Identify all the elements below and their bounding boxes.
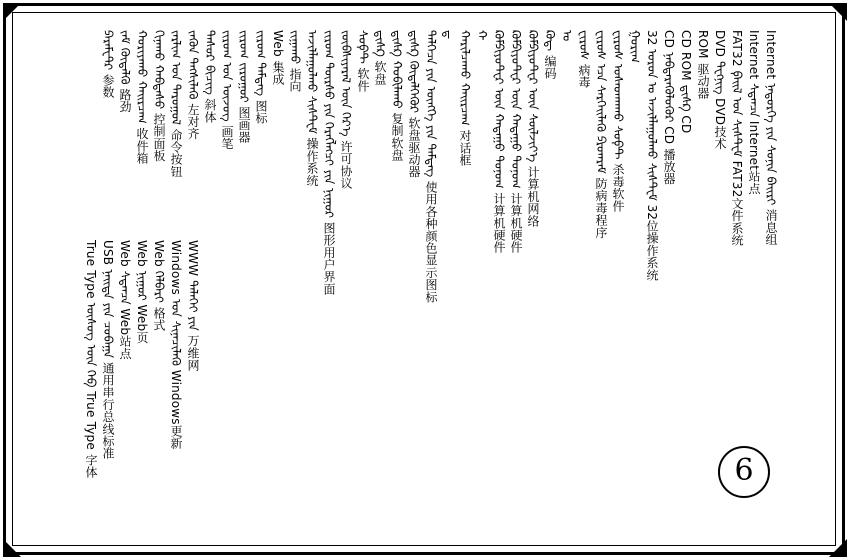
glossary-entry: ᠸᠢᠷᠦᠰ 病毒 — [577, 30, 591, 89]
page-number: 6 — [718, 446, 770, 498]
glossary-entry: ᠵᠢᠷᠤᠭ ᠲᠡᠮᠳᠡᠭ 图标 — [254, 30, 268, 125]
glossary-entry: ᠺᠣᠮᠫᠢᠶᠦᠲ᠋ᠧᠷ ᠦᠨ ᠬᠠᠲᠠᠭᠤ ᠲᠣᠨᠤᠭ 计算机硬件 — [492, 30, 506, 254]
corner-ornament — [829, 539, 847, 557]
glossary-entry: ᠳ᠋ᠢᠰᠺ ᠬᠤᠪᠢᠯᠠᠬᠤ 复制软盘 — [390, 30, 404, 162]
glossary-entry: Windows ᠤᠨ ᠰᠢᠨᠡᠴᠢᠯᠡᠬᠦ Windows更新 — [169, 240, 183, 450]
glossary-entry: ᠬᠢᠨᠠᠬᠤ ᠬᠠᠪᠲᠠᠰᠤ 控制面板 — [152, 30, 166, 162]
glossary-entry: ᠺᠣᠮᠫᠢᠶᠦᠲ᠋ᠧᠷ ᠦᠨ ᠬᠠᠲᠠᠭᠤ ᠲᠣᠨᠤᠭ 计算机硬件 — [509, 30, 523, 254]
glossary-entry: ᠵᠠᠷᠯᠢᠭ ᠤᠨ ᠳᠠᠷᠤᠭᠤᠯ 命令按钮 — [169, 30, 183, 178]
corner-ornament — [3, 539, 21, 557]
glossary-entry: ᠳᠡᠯᠭᠡᠴᠡ ᠶᠢᠨ ᠦᠩᠭᠡ ᠶᠢᠨ ᠲᠡᠮᠳᠡᠭ 使用各种颜色显示图标 — [424, 30, 438, 303]
glossary-entry: ᠬᠤᠷᠢᠶᠠᠬᠤ ᠬᠠᠢᠷᠴᠠᠭ 收件箱 — [135, 30, 149, 165]
glossary-entry: ᠵᠢᠭᠠᠬᠤ 指向 — [288, 30, 302, 93]
glossary-entry: ᠫᠠᠷᠠᠮᠸᠲ᠋ᠷ 参数 — [101, 30, 115, 99]
corner-ornament — [3, 3, 21, 21]
glossary-entry: ᠵᠥᠪᠰᠢᠶᠡᠷᠡᠯ ᠦᠨ ᠭᠡᠷ᠎ᠡ 许可协议 — [339, 30, 353, 190]
section-letter: ᠤ — [560, 30, 574, 42]
glossary-entry: ᠵᠠᠮ ᠬᠥᠳᠡᠯᠬᠦ 路劲 — [118, 30, 132, 113]
section-letter: ᠳ — [441, 30, 455, 39]
glossary-entry: ᠲᠠᠰᠤᠷ ᠪᠢᠴᠢᠭ 斜体 — [203, 30, 217, 124]
glossary-entry: Web ᠨᠢᠭᠤᠷ Web页 — [135, 240, 149, 344]
glossary-entry: Web ᠰᠲᠠᠨᠴᠠ Web站点 — [118, 240, 132, 360]
glossary-entry: DVD ᠲᠧᠭᠨᠢᠭ DVD技术 — [713, 30, 727, 150]
glossary-entry: ᠵᠢᠷᠤᠭ ᠤᠨ ᠦᠵᠦᠭ 画笔 — [220, 30, 234, 150]
glossary-entry: Web 集成 — [271, 30, 285, 86]
glossary-entry: ᠵᠡᠭᠦᠨ ᠲᠡᠭᠰᠢᠯᠡᠬᠦ 左对齐 — [186, 30, 200, 140]
corner-ornament — [829, 3, 847, 21]
glossary-entry: Web ᠬᠡᠯᠪᠡᠷᠢ 格式 — [152, 240, 166, 332]
glossary-entry: ᠰᠣᠹᠲ 软件 — [356, 30, 370, 92]
glossary-entry: WWW ᠳᠡᠯᠡᠬᠡᠢ ᠶᠢᠨ 万维网 — [186, 240, 200, 372]
glossary-entry: ᠳ᠋ᠢᠰᠺ ᠬᠥᠳᠡᠯᠭᠡᠭᠦᠷ 软盘驱动器 — [407, 30, 421, 178]
glossary-entry: ᠸᠢᠷᠦᠰ ᠡᠴᠡ ᠰᠡᠷᠭᠡᠢᠯᠡᠬᠦ ᠫᠷᠤᠭ᠍ᠷᠠᠮ 防病毒程序 — [594, 30, 608, 239]
glossary-entry: Internet ᠰᠲᠠᠨᠴᠠ Internet站点 — [747, 30, 761, 195]
glossary-entry: ᠸᠢᠷᠦᠰ ᠤᠰᠠᠳᠬᠠᠬᠤ ᠰᠣᠹᠲ 杀毒软件 — [611, 30, 625, 213]
glossary-entry: ᠠᠵᠢᠯᠯᠠᠭᠤᠯᠬᠤ ᠰᠢᠰᠲ᠋ᠧᠮ 操作系统 — [305, 30, 319, 187]
glossary-entry: ᠳ᠋ᠢᠰᠺ 软盘 — [373, 30, 387, 86]
glossary-entry: FAT32 ᠹᠠᠢᠯ ᠤᠨ ᠰᠢᠰᠲ᠋ᠧᠮ FAT32文件系统 — [730, 30, 744, 247]
glossary-entry: CD ᠨᠡᠪᠲᠡᠷᠡᠭᠦᠯᠦᠭᠦᠷ CD 播放器 — [662, 30, 676, 185]
glossary-entry: 32 ᠣᠷᠣᠨ ᠤ ᠠᠵᠢᠯᠯᠠᠭᠤᠯᠬᠤ ᠰᠢᠰᠲ᠋ᠧᠮ 32位操作系统 — [645, 30, 659, 281]
glossary-entry: ROM 驱动器 — [696, 30, 710, 100]
section-letter: ᠭᠣᠷᠢᠭ — [628, 30, 642, 63]
glossary-entry: ᠵᠢᠷᠤᠭ ᠵᠢᠷᠤᠭᠤᠷ 图画器 — [237, 30, 251, 144]
glossary-entry: True Type ᠦᠰᠦᠭ ᠦᠨ ᠬᠡᠪ True Type 字体 — [84, 240, 98, 479]
glossary-entry: ᠵᠢᠷᠤᠭ ᠳᠦᠷᠰᠦ ᠶᠢᠨ ᠬᠡᠷᠡᠭᠯᠡᠭᠴᠢ ᠶᠢᠨ ᠨᠢᠭᠤᠷ 图形用户界面 — [322, 30, 336, 295]
glossary-entry: USB ᠨᠡᠢᠲᠡ ᠶᠢᠨ ᠴᠤᠪᠠᠭᠠ 通用串行总线标准 — [101, 240, 115, 460]
glossary-entry: Internet ᠨᠡᠲᠤᠷᠬᠡ ᠶᠢᠨ ᠰᠣᠨᠢᠨ ᠪᠠᠢᠷᠢ 消息组 — [764, 30, 778, 246]
glossary-entry: ᠺᠣᠮᠫᠢᠶᠦᠲ᠋ᠧᠷ ᠦᠨ ᠰᠦᠯᠵᠢᠶ᠎ᠡ 计算机网络 — [526, 30, 540, 227]
glossary-entry: ᠬᠠᠷᠢᠯᠴᠠᠬᠤ ᠬᠠᠢᠷᠴᠠᠭ 对话框 — [458, 30, 472, 167]
glossary-entry: CD ROM ᠳ᠋ᠢᠰᠺ CD — [679, 30, 693, 134]
glossary-entry: ᠺᠣᠳ᠋ 编码 — [543, 30, 557, 80]
section-letter: ᠬ — [475, 30, 489, 41]
